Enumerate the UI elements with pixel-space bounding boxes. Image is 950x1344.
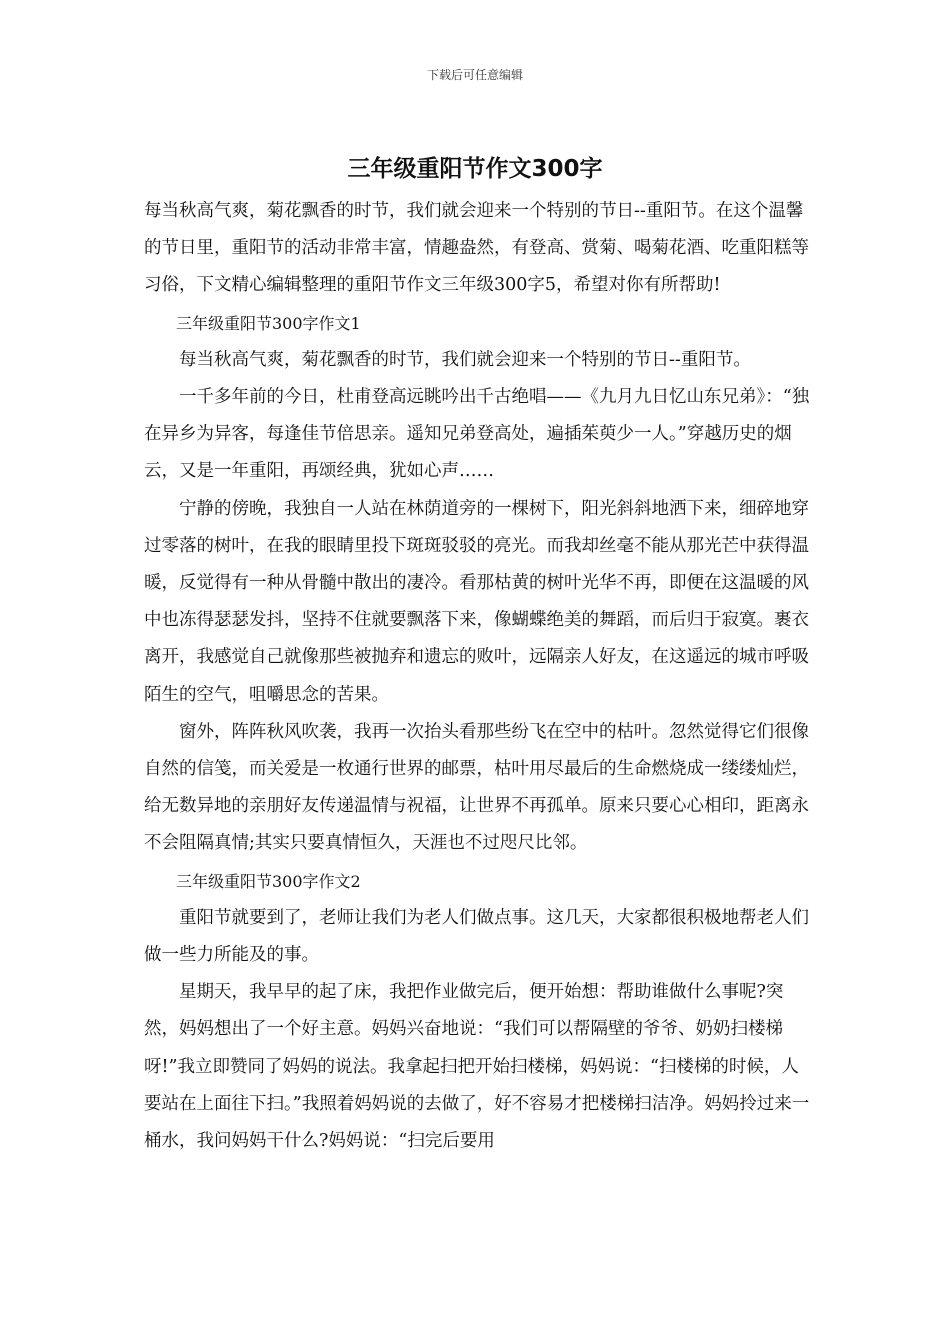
document-title: 三年级重阳节作文300字: [347, 156, 603, 182]
essay2-heading: 三年级重阳节300字作文2: [176, 871, 361, 891]
page-header: 下载后可任意编辑: [426, 68, 523, 82]
essay2-paragraph-1: 重阳节就要到了，老师让我们为老人们做点事。这几天，大家都很积极地帮老人们做一些力所能及的事。: [144, 907, 809, 966]
document-body: [144, 193, 810, 1160]
essay1-paragraph-1: 每当秋高气爽，菊花飘香的时节，我们就会迎来一个特别的节日--重阳节。: [179, 349, 751, 370]
essay2-paragraph-2: 星期天，我早早的起了床，我把作业做完后，便开始想：帮助谁做什么事呢?突然，妈妈想出了一个好主意。妈妈兴奋地说：“我们可以帮隔壁的爷爷、奶奶扫楼梯呀!”我立即赞同了妈妈的说法。我拿起扫把开始扫楼梯，妈妈说：“扫楼梯的时候，人要站在上面往下扫。”我照着妈妈说的去做了，好不容易才把楼梯扫洁净。妈妈拎过来一桶水，我问妈妈干什么?妈妈说：“扫完后要用: [144, 982, 810, 1152]
essay1-paragraph-2: 一千多年前的今日，杜甫登高远眺吟出千古绝唱——《九月九日忆山东兄弟》：“独在异乡为异客，每逢佳节倍思亲。遥知兄弟登高处，遍插茱萸少一人。”穿越历史的烟云，又是一年重阳，再颂经典，犹如心声……: [144, 387, 810, 482]
intro-paragraph: 每当秋高气爽，菊花飘香的时节，我们就会迎来一个特别的节日--重阳节。在这个温馨的节日里，重阳节的活动非常丰富，情趣盎然，有登高、赏菊、喝菊花酒、吃重阳糕等习俗，下文精心编辑整理的重阳节作文三年级300字5，希望对你有所帮助!: [144, 201, 809, 296]
essay1-heading: 三年级重阳节300字作文1: [176, 313, 361, 333]
essay1-paragraph-3: 宁静的傍晚，我独自一人站在林荫道旁的一棵树下，阳光斜斜地洒下来，细碎地穿过零落的树叶，在我的眼睛里投下斑斑驳驳的亮光。而我却丝毫不能从那光芒中获得温暖，反觉得有一种从骨髓中散出的凄冷。看那枯黄的树叶光华不再，即便在这温暖的风中也冻得瑟瑟发抖，坚持不住就要飘落下来，像蝴蝶绝美的舞蹈，而后归于寂寞。裹衣离开，我感觉自己就像那些被抛弃和遗忘的败叶，远隔亲人好友，在这遥远的城市呼吸陌生的空气，咀嚼思念的苦果。: [144, 498, 809, 705]
essay1-paragraph-4: 窗外，阵阵秋风吹袭，我再一次抬头看那些纷飞在空中的枯叶。忽然觉得它们很像自然的信笺，而关爱是一枚通行世界的邮票，枯叶用尽最后的生命燃烧成一缕缕灿烂，给无数异地的亲朋好友传递温情与祝福，让世界不再孤单。原来只要心心相印，距离永不会阻隔真情;其实只要真情恒久，天涯也不过咫尺比邻。: [144, 721, 809, 854]
